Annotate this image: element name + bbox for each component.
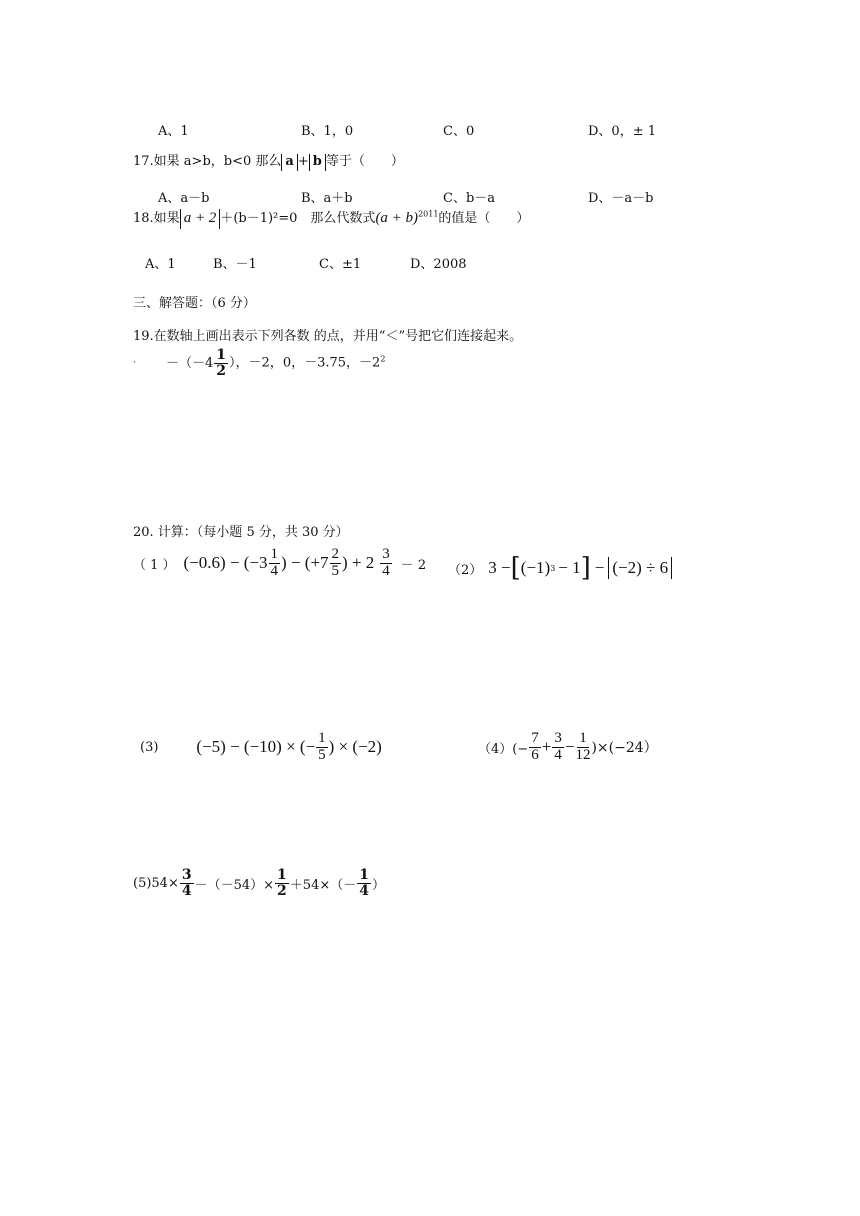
p5-f1-num: 3: [181, 867, 192, 883]
p2-inner: (−1): [520, 558, 551, 577]
p4-fraction-2: [552, 731, 564, 764]
p2-inner-exp: 3: [550, 563, 556, 573]
p4-fraction-3: [575, 731, 590, 764]
q19-num-prefix: －（－4: [166, 355, 214, 371]
section-3-heading: 三、解答题：（6 分）: [133, 296, 256, 311]
q17-prefix: 17.如果 a>b，b<0 那么: [133, 154, 282, 169]
p5-f1-den: 4: [181, 882, 192, 899]
p5-fraction-1: [180, 868, 194, 898]
q18-option-a: A、1: [145, 257, 176, 272]
p5-f2-den: 2: [277, 882, 287, 899]
p1-term-3: ) + 2: [342, 553, 375, 573]
p1-fraction-2: [330, 547, 342, 580]
p2-close-bracket: ]: [580, 553, 591, 583]
q17-option-c: C、b－a: [443, 191, 496, 206]
p5-f3-num: 1: [359, 867, 369, 883]
p1-f2-den: 5: [331, 562, 340, 579]
p1-f2-num: 2: [331, 546, 340, 562]
p4-op-1: +: [541, 737, 552, 757]
q19-frac-num: 1: [216, 347, 227, 363]
p1-term-2: ) − (+7: [281, 553, 329, 573]
q20-problem-3: [140, 731, 382, 764]
q20-problem-1: [133, 547, 426, 580]
p4-label: （4）(−: [478, 741, 529, 757]
p1-f3-num: 3: [382, 546, 390, 562]
q17-abs-b: b: [309, 154, 326, 171]
q19-fraction: [214, 348, 228, 378]
p5-fraction-3: [357, 868, 371, 898]
p2-label: （2）: [448, 562, 483, 578]
p5-fraction-2: [275, 868, 289, 898]
q18-power-base: (a + b): [375, 210, 419, 226]
p4-op-2: −: [564, 737, 575, 757]
p3-label: (3): [140, 739, 159, 755]
p4-f3-num: 1: [579, 730, 587, 746]
p5-term-2: －（－54）×: [194, 877, 275, 893]
p2-open-bracket: [: [510, 553, 521, 583]
question-19-numbers: [133, 348, 385, 378]
q20-problem-4: [478, 731, 658, 764]
p4-f1-num: 7: [531, 730, 539, 746]
p3-term-1: (−5) − (−10) × (−: [196, 737, 316, 757]
p3-frac-num: 1: [318, 730, 326, 746]
q18-mid: ＋(b－1)²=0 那么代数式: [220, 211, 376, 226]
q17-option-a: A、a－b: [158, 191, 210, 206]
q19-num-suffix: ），－2，0，－3.75，－2: [229, 355, 381, 371]
p1-label: （ 1 ）: [133, 557, 176, 573]
q18-suffix: 的值是（ ）: [438, 211, 530, 226]
p4-f2-den: 4: [554, 746, 562, 763]
p5-term-1: (5)54×: [133, 875, 179, 891]
q17-option-d: D、－a－b: [588, 191, 654, 206]
q18-abs-expr: a + 2: [180, 209, 221, 229]
q16-option-c: C、0: [443, 124, 475, 139]
p1-term-4: － 2: [400, 557, 427, 573]
p3-term-2: ) × (−2): [328, 737, 382, 757]
q17-suffix: 等于（ ）: [325, 154, 404, 169]
p2-term-2: −: [594, 558, 605, 577]
q18-option-d: D、2008: [410, 257, 467, 272]
q19-frac-den: 2: [216, 362, 227, 379]
p4-f2-num: 3: [554, 730, 562, 746]
p3-frac-den: 5: [318, 746, 326, 763]
p5-term-4: ）: [371, 877, 385, 893]
p5-f3-den: 4: [359, 882, 369, 899]
q18-prefix: 18.如果: [133, 211, 180, 226]
p1-f1-num: 1: [270, 546, 279, 562]
question-18-stem: [133, 207, 529, 229]
p4-fraction-1: [529, 731, 541, 764]
q17-option-b: B、a＋b: [301, 191, 353, 206]
p1-f1-den: 4: [270, 562, 279, 579]
p4-f1-den: 6: [531, 746, 539, 763]
p4-f3-den: 12: [575, 746, 591, 763]
q17-plus: +: [297, 154, 309, 169]
p5-term-3: ＋54×（－: [289, 877, 357, 893]
q18-power-exp: 2011: [418, 209, 439, 219]
p1-fraction-3: [380, 547, 392, 580]
p1-fraction-1: [269, 547, 281, 580]
question-17-stem: [133, 150, 404, 171]
p3-fraction: [316, 731, 328, 764]
q18-option-c: C、±1: [319, 257, 362, 272]
p2-inner-rest: − 1: [558, 558, 581, 577]
q16-option-b: B、1，0: [301, 124, 354, 139]
p1-f3-den: 4: [382, 562, 390, 579]
q20-problem-5: [133, 868, 385, 898]
q18-option-b: B、－1: [213, 257, 257, 272]
q19-dot: ·: [133, 358, 136, 369]
p5-f2-num: 1: [277, 867, 287, 883]
q16-option-a: A、1: [158, 124, 189, 139]
p2-term-1: 3 −: [488, 558, 511, 577]
q19-last-exp: 2: [380, 354, 386, 364]
p4-term-end: )×(−24）: [591, 740, 658, 757]
q20-problem-2: [448, 555, 672, 581]
p1-term-1: (−0.6) − (−3: [183, 553, 268, 573]
question-19-stem: 19.在数轴上画出表示下列各数 的点，并用“＜”号把它们连接起来。: [133, 329, 523, 344]
q16-option-d: D、0，± 1: [588, 124, 656, 139]
question-20-stem: 20. 计算：（每小题 5 分，共 30 分）: [133, 525, 349, 540]
p2-abs: (−2) ÷ 6: [608, 557, 672, 579]
q17-abs-a: a: [281, 154, 297, 171]
